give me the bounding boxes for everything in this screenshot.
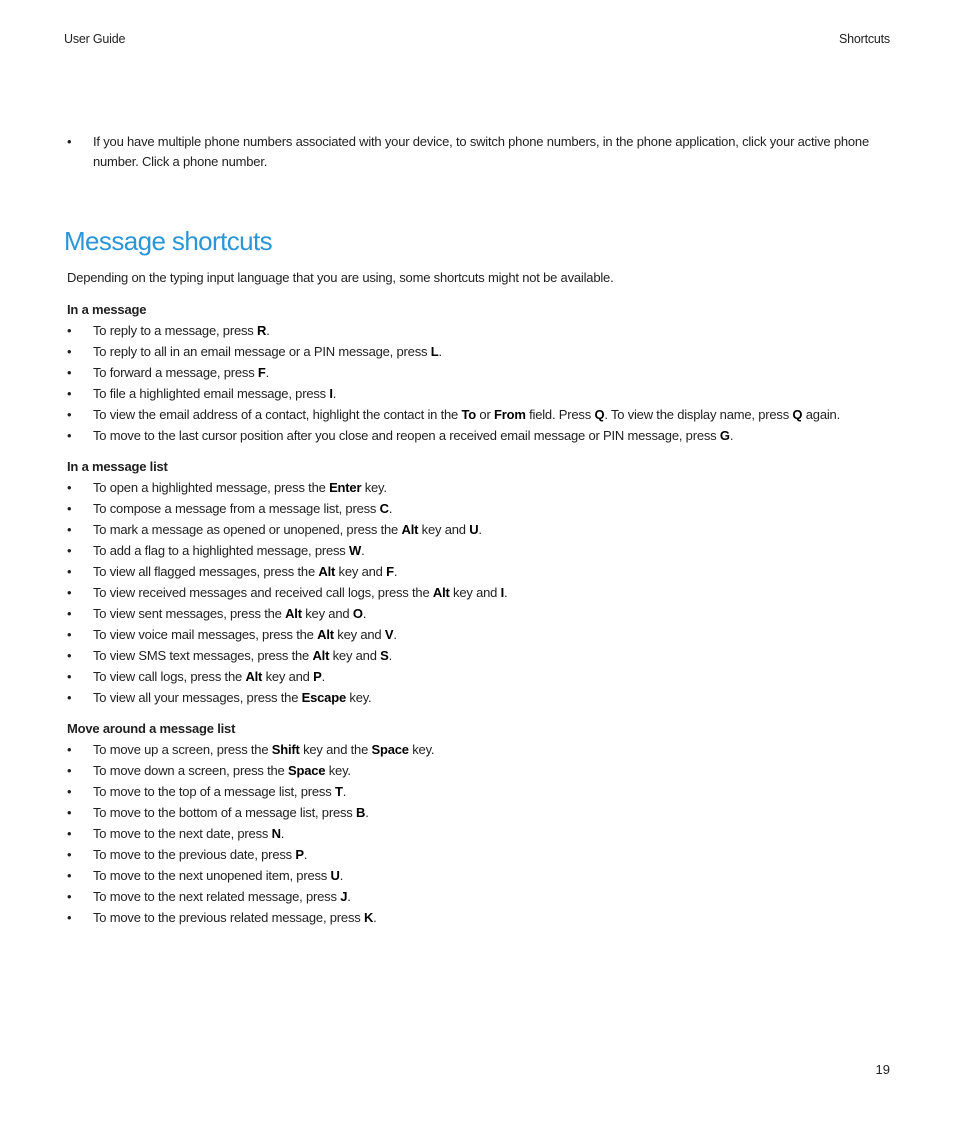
list-item-text: [93, 606, 366, 621]
bullet-icon: •: [67, 784, 72, 799]
shortcut-key: I: [500, 585, 505, 600]
shortcut-key: C: [379, 501, 389, 516]
text-run: To view all your messages, press the: [93, 690, 302, 705]
list-item: [67, 540, 897, 561]
list-item-text: [93, 669, 325, 684]
shortcut-key: Alt: [317, 627, 334, 642]
bullet-icon: •: [67, 428, 72, 443]
list-item: [67, 760, 897, 781]
text-run: To view call logs, press the: [93, 669, 246, 684]
text-run: .: [373, 910, 377, 925]
text-run: .: [365, 805, 369, 820]
shortcut-key: Alt: [432, 585, 450, 600]
text-run: key.: [325, 763, 351, 778]
list-item-text: [93, 763, 351, 778]
shortcut-key: Enter: [329, 480, 362, 495]
shortcut-list: [67, 739, 897, 928]
shortcut-list: [67, 320, 897, 446]
list-item-text: [93, 847, 307, 862]
shortcut-sections: [67, 299, 897, 938]
shortcut-key: P: [295, 847, 304, 862]
bullet-icon: •: [67, 648, 72, 663]
text-run: .: [339, 868, 344, 883]
shortcut-key: P: [313, 669, 322, 684]
list-item-text: [93, 323, 270, 338]
text-run: .: [393, 627, 397, 642]
list-item-text: [93, 868, 343, 883]
text-run: key.: [361, 480, 387, 495]
text-run: or: [476, 407, 494, 422]
shortcut-key: U: [330, 868, 340, 883]
text-run: To move to the previous date, press: [93, 847, 296, 862]
shortcut-key: R: [257, 323, 267, 338]
shortcut-key: O: [352, 606, 363, 621]
bullet-icon: •: [67, 826, 72, 841]
text-run: To reply to a message, press: [93, 323, 257, 338]
list-item-text: [93, 627, 397, 642]
list-item-text: [93, 543, 365, 558]
shortcut-section: [67, 299, 897, 446]
list-item-text: [93, 648, 392, 663]
shortcut-key: K: [363, 910, 374, 925]
section-heading: Move around a message list: [67, 721, 236, 736]
text-run: key and: [418, 522, 470, 537]
list-item-text: [93, 910, 377, 925]
shortcut-key: Q: [792, 407, 803, 422]
shortcut-key: F: [386, 564, 394, 579]
bullet-icon: •: [67, 543, 72, 558]
shortcut-key: N: [271, 826, 281, 841]
list-item: [67, 739, 897, 760]
shortcut-key: V: [384, 627, 394, 642]
text-run: To view received messages and received call logs, press the: [93, 585, 433, 600]
list-item: [67, 666, 897, 687]
shortcut-key: F: [257, 365, 266, 380]
shortcut-key: J: [340, 889, 348, 904]
bullet-icon: •: [67, 742, 72, 757]
text-run: To view sent messages, press the: [93, 606, 286, 621]
bullet-icon: •: [67, 585, 72, 600]
text-run: To move to the next date, press: [93, 826, 272, 841]
bullet-icon: •: [67, 805, 72, 820]
list-item: [67, 886, 897, 907]
bullet-icon: •: [67, 690, 72, 705]
text-run: To view all flagged messages, press the: [93, 564, 319, 579]
shortcut-section: [67, 456, 897, 708]
shortcut-list: [67, 477, 897, 708]
text-run: .: [729, 428, 734, 443]
shortcut-key: I: [329, 386, 333, 401]
list-item-text: [93, 365, 269, 380]
list-item-text: [93, 134, 869, 169]
text-run: To move down a screen, press the: [93, 763, 289, 778]
list-item: [67, 561, 897, 582]
text-run: To move to the last cursor position after you close and reopen a received email message or PIN message, press: [93, 428, 720, 443]
text-run: .: [332, 386, 337, 401]
running-header-right: Shortcuts: [838, 32, 890, 46]
intro-bullet-list: [67, 132, 887, 172]
text-run: To move to the bottom of a message list, press: [93, 805, 357, 820]
text-run: key and: [335, 564, 387, 579]
list-item: [67, 425, 897, 446]
list-item: [67, 519, 897, 540]
shortcut-key: Alt: [318, 564, 336, 579]
shortcut-key: Q: [594, 407, 605, 422]
list-item: [67, 383, 897, 404]
page-title: Message shortcuts: [64, 226, 273, 256]
text-run: .: [362, 606, 367, 621]
list-item-text: [93, 889, 351, 904]
list-item: [67, 582, 897, 603]
text-run: .: [361, 543, 365, 558]
shortcut-key: Escape: [301, 690, 346, 705]
shortcut-key: B: [356, 805, 366, 820]
shortcut-key: Alt: [285, 606, 302, 621]
bullet-icon: •: [67, 522, 72, 537]
bullet-icon: •: [67, 501, 72, 516]
list-item-text: [93, 480, 387, 495]
text-run: To open a highlighted message, press the: [93, 480, 330, 495]
text-run: To move to the next unopened item, press: [93, 868, 331, 883]
list-item-text: [93, 522, 482, 537]
text-run: To file a highlighted email message, press: [93, 386, 330, 401]
text-run: field. Press: [525, 407, 595, 422]
list-item-text: [93, 386, 336, 401]
section-heading: In a message: [67, 302, 147, 317]
list-item: [67, 645, 897, 666]
text-run: .: [347, 889, 351, 904]
list-item: [67, 603, 897, 624]
section-heading: In a message list: [67, 459, 168, 474]
text-run: To mark a message as opened or unopened, press the: [93, 522, 402, 537]
bullet-icon: •: [67, 847, 72, 862]
bullet-icon: •: [67, 407, 72, 422]
list-item-text: [93, 690, 371, 705]
running-header-left: User Guide: [64, 32, 126, 46]
text-run: To move to the previous related message, press: [93, 910, 364, 925]
text-run: .: [478, 522, 482, 537]
bullet-icon: •: [67, 386, 72, 401]
list-item: [67, 844, 897, 865]
bullet-icon: •: [67, 344, 72, 359]
bullet-icon: •: [67, 134, 72, 149]
text-run: To reply to all in an email message or a PIN message, press: [93, 344, 431, 359]
text-run: To view voice mail messages, press the: [93, 627, 318, 642]
list-item-text: [93, 564, 397, 579]
text-run: .: [393, 564, 398, 579]
text-run: To forward a message, press: [93, 365, 258, 380]
list-item: [67, 362, 897, 383]
shortcut-key: W: [349, 543, 362, 558]
bullet-icon: •: [67, 564, 72, 579]
list-item: [67, 477, 897, 498]
text-run: .: [504, 585, 508, 600]
shortcut-key: Alt: [245, 669, 263, 684]
bullet-icon: •: [67, 889, 72, 904]
list-item: [67, 498, 897, 519]
text-run: To move to the next related message, press: [93, 889, 341, 904]
text-run: .: [303, 847, 308, 862]
list-item: [67, 404, 897, 425]
list-item-text: [93, 407, 840, 422]
list-item: [67, 781, 897, 802]
list-item: [67, 341, 897, 362]
list-item-text: [93, 826, 284, 841]
list-item-text: [93, 805, 369, 820]
list-item-text: [93, 784, 346, 799]
intro-paragraph: Depending on the typing input language that you are using, some shortcuts might not be available.: [67, 270, 614, 285]
bullet-icon: •: [67, 323, 72, 338]
list-item: [67, 907, 897, 928]
list-item-text: [93, 428, 733, 443]
text-run: To compose a message from a message list, press: [93, 501, 380, 516]
list-item-text: [93, 742, 434, 757]
text-run: key and: [262, 669, 314, 684]
list-item: [67, 802, 897, 823]
shortcut-key: Space: [371, 742, 409, 757]
shortcut-key: Alt: [312, 648, 330, 663]
list-item-text: [93, 501, 392, 516]
text-run: To view the email address of a contact, highlight the contact in the: [93, 407, 462, 422]
text-run: key.: [345, 690, 372, 705]
list-item: [67, 624, 897, 645]
list-item: [67, 687, 897, 708]
text-run: key and: [333, 627, 385, 642]
bullet-icon: •: [67, 480, 72, 495]
text-run: To move to the top of a message list, press: [93, 784, 335, 799]
text-run: key and the: [299, 742, 372, 757]
text-run: To view SMS text messages, press the: [93, 648, 313, 663]
text-run: .: [388, 648, 393, 663]
shortcut-key: Space: [288, 763, 326, 778]
text-run: .: [266, 323, 270, 338]
list-item-text: [93, 585, 507, 600]
shortcut-key: U: [469, 522, 479, 537]
shortcut-key: L: [430, 344, 439, 359]
bullet-icon: •: [67, 763, 72, 778]
list-item: [67, 823, 897, 844]
text-run: To add a flag to a highlighted message, press: [93, 543, 350, 558]
text-run: .: [388, 501, 393, 516]
text-run: .: [342, 784, 347, 799]
list-item: [67, 865, 897, 886]
page-number: 19: [875, 1062, 890, 1077]
shortcut-key: From: [494, 407, 526, 422]
text-run: .: [280, 826, 285, 841]
shortcut-section: [67, 718, 897, 928]
list-item: [67, 320, 897, 341]
text-run: key and: [449, 585, 501, 600]
shortcut-key: S: [380, 648, 389, 663]
shortcut-key: G: [719, 428, 730, 443]
list-item: [67, 132, 887, 172]
text-run: .: [321, 669, 326, 684]
bullet-icon: •: [67, 669, 72, 684]
text-run: . To view the display name, press: [604, 407, 793, 422]
bullet-icon: •: [67, 365, 72, 380]
shortcut-key: Shift: [271, 742, 300, 757]
text-run: key and: [301, 606, 353, 621]
shortcut-key: Alt: [401, 522, 419, 537]
shortcut-key: T: [334, 784, 343, 799]
bullet-icon: •: [67, 910, 72, 925]
text-run: key and: [329, 648, 381, 663]
list-item-text: [93, 344, 442, 359]
bullet-icon: •: [67, 627, 72, 642]
text-run: To move up a screen, press the: [93, 742, 272, 757]
text-run: again.: [802, 407, 840, 422]
text-run: .: [265, 365, 270, 380]
text-run: key.: [408, 742, 435, 757]
bullet-icon: •: [67, 606, 72, 621]
text-run: .: [438, 344, 442, 359]
bullet-icon: •: [67, 868, 72, 883]
text-run: If you have multiple phone numbers associated with your device, to switch phone numbers, in the phone application, click your active phone number. Click a phone number.: [93, 134, 869, 169]
shortcut-key: To: [461, 407, 477, 422]
